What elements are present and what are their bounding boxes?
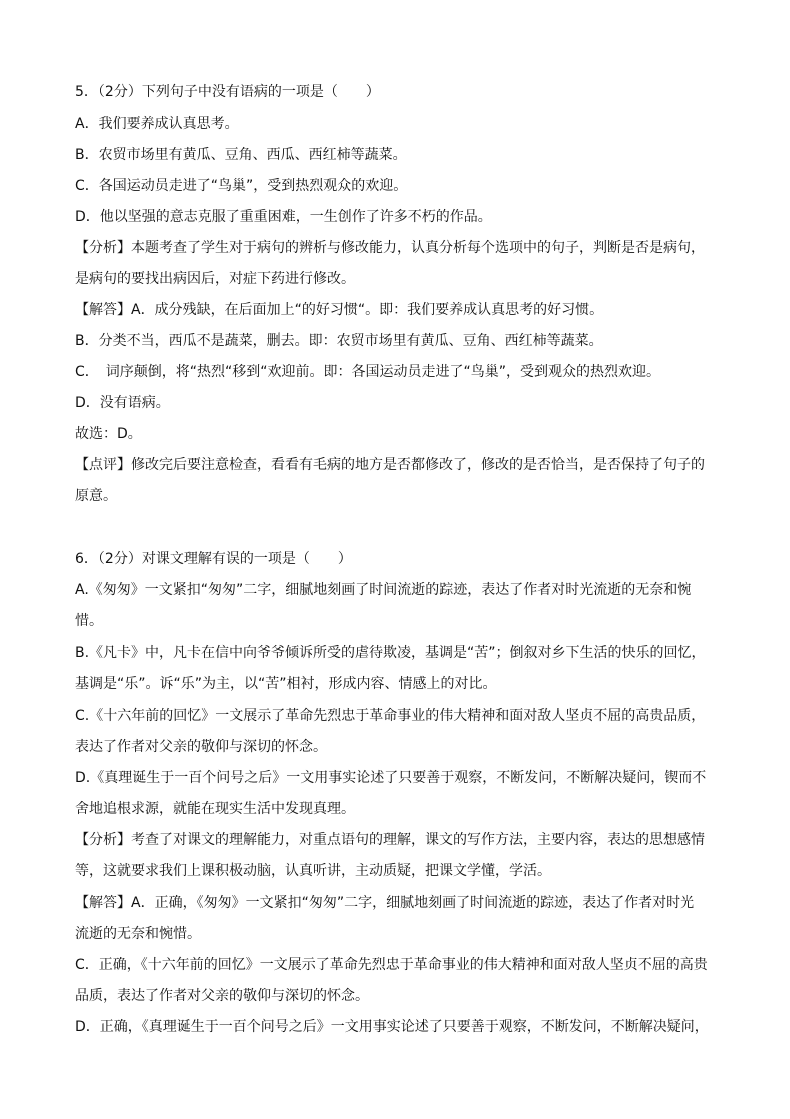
q6-option-a-line-2: 惜。 bbox=[75, 613, 103, 629]
q5-answer-line-5: 故选：D。 bbox=[75, 426, 142, 442]
q6-answer-line-4: 品质，表达了作者对父亲的敬仰与深切的怀念。 bbox=[75, 988, 369, 1004]
q5-analysis-line-1: 【分析】本题考查了学生对于病句的辨析与修改能力，认真分析每个选项中的句子，判断是否是病句， bbox=[75, 240, 705, 256]
q5-answer-line-2: B．分类不当，西瓜不是蔬菜，删去。即：农贸市场里有黄瓜、豆角、西红柿等蔬菜。 bbox=[75, 333, 603, 349]
q5-option-a: A．我们要养成认真思考。 bbox=[75, 116, 239, 132]
q6-option-d-line-1: D.《真理诞生于一百个问号之后》一文用事实论述了只要善于观察，不断发问，不断解决疑问，锲而不 bbox=[75, 770, 707, 786]
q5-option-c: C．各国运动员走进了“鸟巢”，受到热烈观众的欢迎。 bbox=[75, 178, 408, 194]
q5-comment-line-2: 原意。 bbox=[75, 488, 117, 504]
q5-answer-line-4: D．没有语病。 bbox=[75, 395, 170, 411]
q6-option-c-line-1: C.《十六年前的回忆》一文展示了革命先烈忠于革命事业的伟大精神和面对敌人坚贞不屈的高贵品质， bbox=[75, 708, 706, 724]
q5-answer-line-3: C． 词序颠倒，将“热烈“移到“欢迎前。即：各国运动员走进了“鸟巢”，受到观众的热烈欢迎。 bbox=[75, 364, 661, 380]
q5-analysis-line-2: 是病句的要找出病因后，对症下药进行修改。 bbox=[75, 271, 355, 287]
q6-option-b-line-2: 基调是“乐”。诉“乐”为主，以“苦”相衬，形成内容、情感上的对比。 bbox=[75, 676, 497, 692]
q5-option-d: D．他以坚强的意志克服了重重困难，一生创作了许多不朽的作品。 bbox=[75, 209, 492, 225]
q6-analysis-line-1: 【分析】考查了对课文的理解能力，对重点语句的理解，课文的写作方法，主要内容，表达的思想感情 bbox=[75, 832, 705, 848]
q6-answer-line-3: C．正确，《十六年前的回忆》一文展示了革命先烈忠于革命事业的伟大精神和面对敌人坚贞不屈的高贵 bbox=[75, 957, 708, 973]
q6-analysis-line-2: 等，这就要求我们上课积极动脑，认真听讲，主动质疑，把课文学懂，学活。 bbox=[75, 863, 551, 879]
q6-option-c-line-2: 表达了作者对父亲的敬仰与深切的怀念。 bbox=[75, 739, 327, 755]
q6-option-b-line-1: B.《凡卡》中，凡卡在信中向爷爷倾诉所受的虐待欺凌，基调是“苦”；倒叙对乡下生活的快乐的回忆， bbox=[75, 645, 706, 661]
q6-answer-line-5: D．正确，《真理诞生于一百个问号之后》一文用事实论述了只要善于观察，不断发问，不断解决疑问， bbox=[75, 1019, 709, 1035]
q6-stem: 6．（2分）对课文理解有误的一项是（ ） bbox=[75, 551, 352, 567]
q5-stem: 5．（2分）下列句子中没有语病的一项是（ ） bbox=[75, 84, 380, 100]
q6-option-a-line-1: A.《匆匆》一文紧扣“匆匆”二字，细腻地刻画了时间流逝的踪迹，表达了作者对时光流逝的无奈和惋 bbox=[75, 582, 692, 598]
q6-answer-line-1: 【解答】A．正确，《匆匆》一文紧扣“匆匆”二字，细腻地刻画了时间流逝的踪迹，表达了作者对时光 bbox=[75, 895, 695, 911]
q5-comment-line-1: 【点评】修改完后要注意检查，看看有毛病的地方是否都修改了，修改的是否恰当，是否保持了句子的 bbox=[75, 457, 705, 473]
q6-option-d-line-2: 舍地追根求源，就能在现实生活中发现真理。 bbox=[75, 801, 355, 817]
q5-answer-line-1: 【解答】A．成分残缺，在后面加上“的好习惯“。即：我们要养成认真思考的好习惯。 bbox=[75, 302, 604, 318]
q5-option-b: B．农贸市场里有黄瓜、豆角、西瓜、西红柿等蔬菜。 bbox=[75, 147, 407, 163]
q6-answer-line-2: 流逝的无奈和惋惜。 bbox=[75, 926, 201, 942]
